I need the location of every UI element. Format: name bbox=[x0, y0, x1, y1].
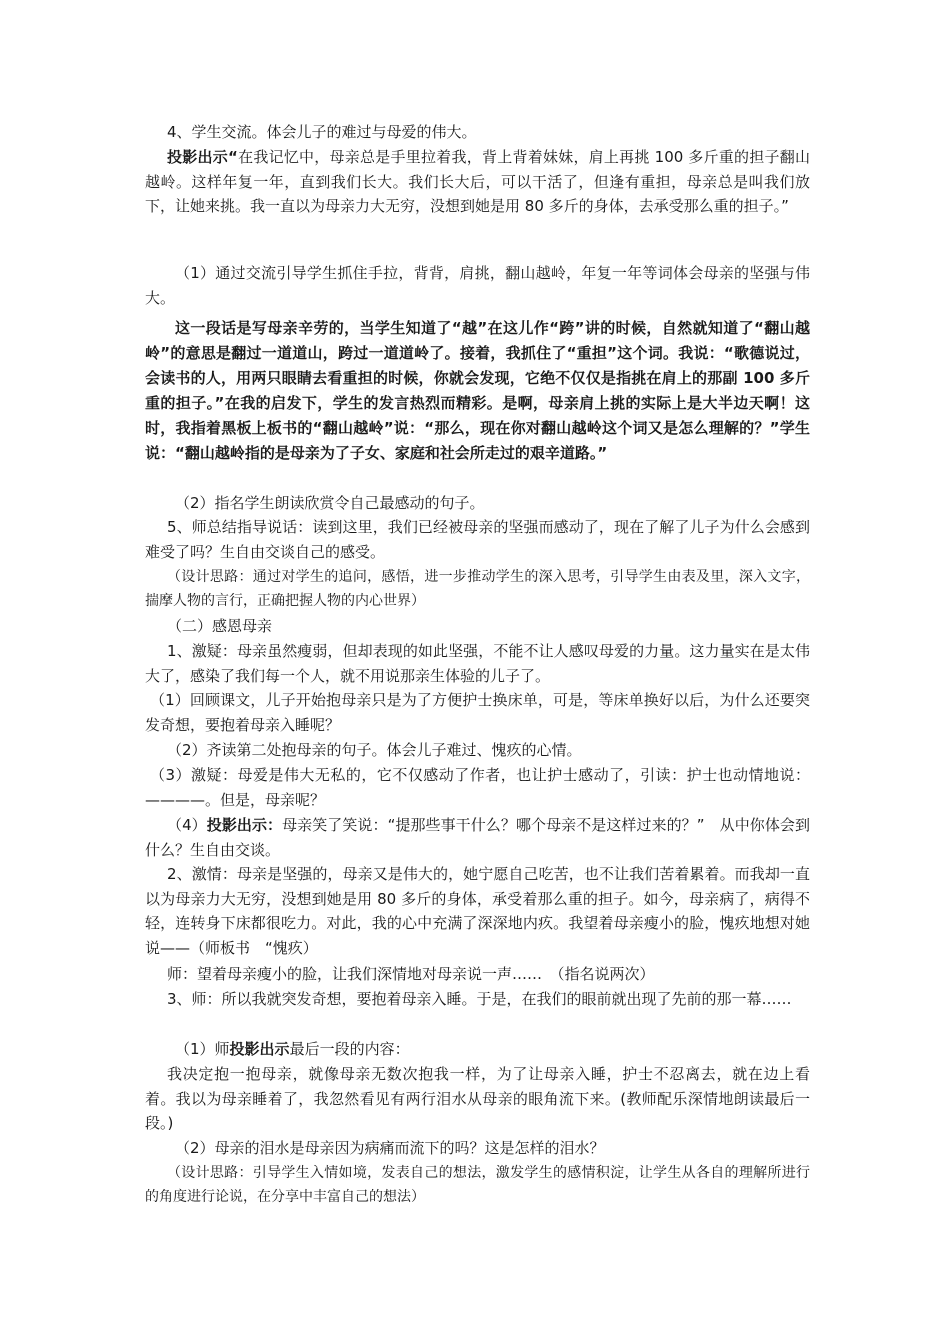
paragraph-emotion: 2、激情：母亲是坚强的，母亲又是伟大的，她宁愿自己吃苦，也不让我们苦着累着。而我却一直以为母亲力大无穷，没想到她是用 80 多斤的身体，承受着那么重的担子。如今，母亲病了，病得不轻，连转身下床都很吃力。对此，我的心中充满了深深地内疚。我望着母亲瘦小的脸，愧疚地想对她说——（师板书 “愧疚） bbox=[145, 865, 810, 957]
projection-label: 投影出示“ bbox=[167, 148, 238, 166]
projection-quote-text: 在我记忆中，母亲总是手里拉着我，背上背着妹妹，肩上再挑 100 多斤重的担子翻山越岭。这样年复一年，直到我们长大。我们长大后，可以干活了，但逢有重担，母亲总是叫我们放下，让她来挑。我一直以为母亲力大无穷，没想到她是用 80 多斤的身体，去承受那么重的担子。” bbox=[145, 148, 811, 215]
paragraph-sub-2: （2）指名学生朗读欣赏令自己最感动的句子。 bbox=[175, 494, 485, 512]
paragraph-projection-4 bbox=[145, 813, 810, 862]
paragraph-doubt-1: 1、激疑：母亲虽然瘦弱，但却表现的如此坚强，不能不让人感叹母爱的力量。这力量实在是太伟大了，感染了我们每一个人，就不用说那亲生体验的儿子了。 bbox=[145, 642, 810, 685]
item-number: （1）师 bbox=[175, 1040, 230, 1058]
paragraph-tears-question: （2）母亲的泪水是母亲因为病痛而流下的吗？这是怎样的泪水？ bbox=[175, 1139, 605, 1157]
projection-label: 投影出示： bbox=[206, 816, 283, 834]
paragraph-projection-last bbox=[145, 1037, 810, 1062]
paragraph-doubt-3: （3）激疑：母爱是伟大无私的，它不仅感动了作者，也让护士感动了，引读：护士也动情地说：————。但是，母亲呢？ bbox=[145, 766, 810, 809]
projection-text: 最后一段的内容： bbox=[289, 1040, 410, 1058]
paragraph-teacher-line: 师：望着母亲瘦小的脸，让我们深情地对母亲说一声…… （指名说两次） bbox=[167, 965, 655, 983]
paragraph-final-passage: 我决定抱一抱母亲，就像母亲无数次抱我一样，为了让母亲入睡，护士不忍离去，就在边上看着。我以为母亲睡着了，我忽然看见有两行泪水从母亲的眼角流下来。(教师配乐深情地朗读最后一段。) bbox=[145, 1065, 810, 1132]
item-number: （4） bbox=[167, 816, 207, 834]
section-heading-gratitude: （二）感恩母亲 bbox=[167, 617, 273, 635]
paragraph-step-3: 3、师：所以我就突发奇想，要抱着母亲入睡。于是，在我们的眼前就出现了先前的那一幕…… bbox=[167, 990, 792, 1008]
projection-label: 投影出示 bbox=[229, 1040, 290, 1058]
projection-text: 母亲笑了笑说：“提那些事干什么？哪个母亲不是这样过来的？” 从中你体会到什么？生自由交谈。 bbox=[145, 816, 810, 859]
paragraph-teaching-reflection: 这一段话是写母亲辛劳的，当学生知道了“越”在这儿作“跨”讲的时候，自然就知道了“翻山越岭”的意思是翻过一道道山，跨过一道道岭了。接着，我抓住了“重担”这个词。我说：“歌德说过，会读书的人，用两只眼睛去看重担的时候，你就会发现，它绝不仅仅是指挑在肩上的那副 100 多斤重的担子。”在我的启发下，学生的发言热烈而精彩。是啊，母亲肩上挑的实际上是大半边天啊！这时，我指着黑板上板书的“翻山越岭”说：“那么，现在你对翻山越岭这个词又是怎么理解的？”学生说：“翻山越岭指的是母亲为了子女、家庭和社会所走过的艰辛道路。” bbox=[145, 319, 810, 462]
paragraph-design-note-1: （设计思路：通过对学生的追问，感悟，进一步推动学生的深入思考，引导学生由表及里，深入文字，揣摩人物的言行，正确把握人物的内心世界） bbox=[145, 569, 810, 609]
paragraph-step-5: 5、师总结指导说话：读到这里，我们已经被母亲的坚强而感动了，现在了解了儿子为什么会感到难受了吗？生自由交谈自己的感受。 bbox=[145, 518, 810, 561]
paragraph-projection-quote bbox=[145, 145, 810, 219]
paragraph-step-4: 4、学生交流。体会儿子的难过与母爱的伟大。 bbox=[167, 123, 477, 141]
paragraph-read-aloud: （2）齐读第二处抱母亲的句子。体会儿子难过、愧疚的心情。 bbox=[167, 741, 582, 759]
paragraph-design-note-2: （设计思路：引导学生入情如境，发表自己的想法，激发学生的感情积淀，让学生从各自的理解所进行的角度进行论说，在分享中丰富自己的想法） bbox=[145, 1165, 810, 1205]
paragraph-review: （1）回顾课文，儿子开始抱母亲只是为了方便护士换床单，可是，等床单换好以后，为什么还要突发奇想，要抱着母亲入睡呢？ bbox=[145, 691, 810, 734]
paragraph-sub-1: （1）通过交流引导学生抓住手拉，背背，肩挑，翻山越岭，年复一年等词体会母亲的坚强与伟大。 bbox=[145, 264, 810, 307]
